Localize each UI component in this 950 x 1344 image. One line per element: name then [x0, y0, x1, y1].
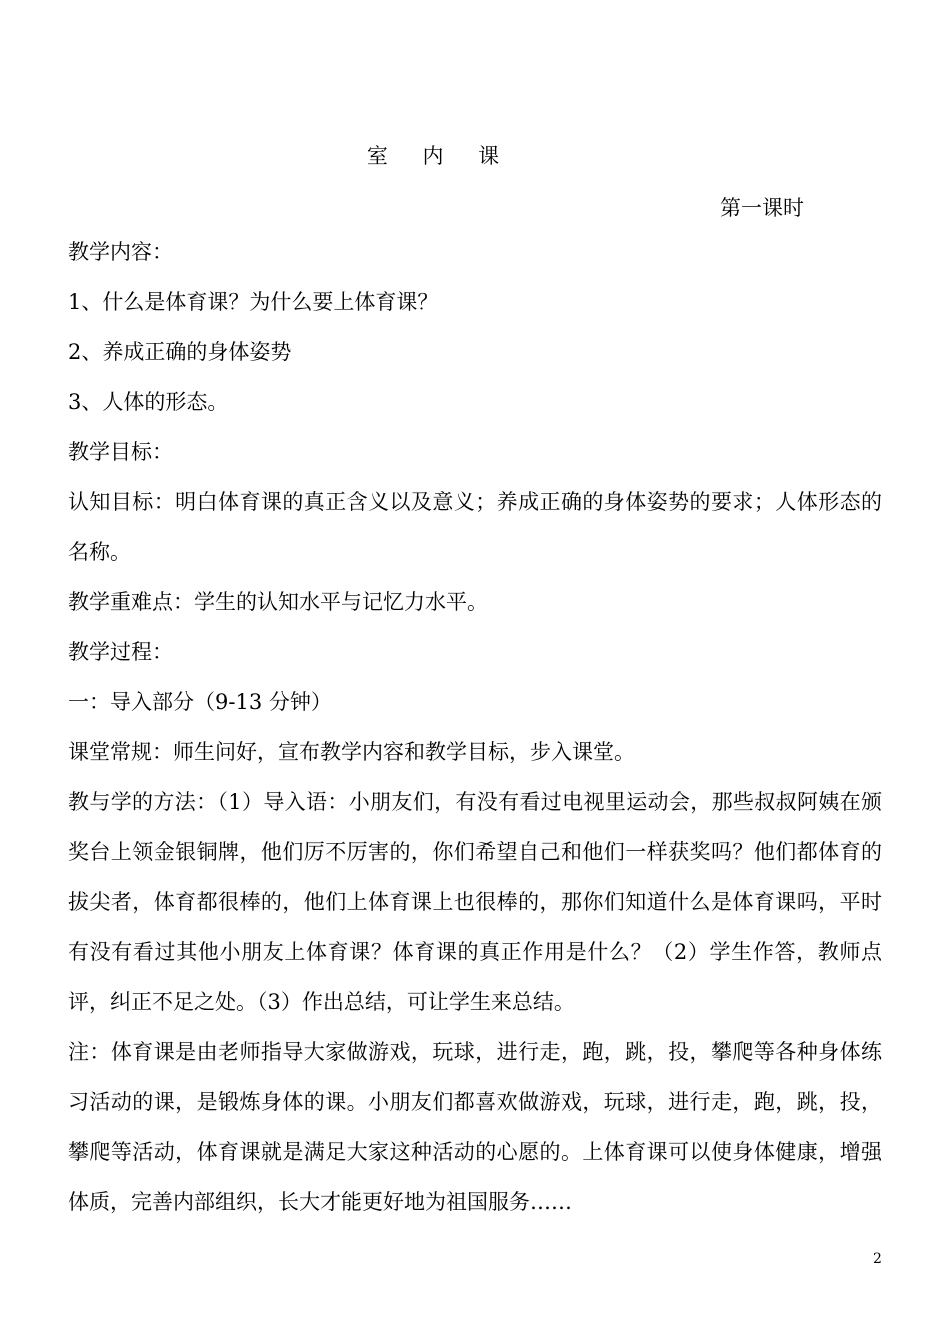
page-title: 室 内 课	[366, 144, 514, 168]
lesson-period: 第一课时	[720, 196, 804, 220]
note-paragraph: 注：体育课是由老师指导大家做游戏，玩球，进行走，跑，跳，投，攀爬等各种身体练习活动的课，是锻炼身体的课。小朋友们都喜欢做游戏，玩球，进行走，跑，跳，投，攀爬等活动，体育课就是满足大家这种活动的心愿的。上体育课可以使身体健康，增强体质，完善内部组织，长大才能更好地为祖国服务……	[68, 1040, 882, 1214]
content-item-1: 1、什么是体育课？为什么要上体育课？	[68, 290, 439, 314]
teaching-method: 教与学的方法：（1）导入语：小朋友们，有没有看过电视里运动会，那些叔叔阿姨在颁奖台上领金银铜牌，他们厉不厉害的，你们希望自己和他们一样获奖吗？他们都体育的拔尖者，体育都很棒的，他们上体育课上也很棒的，那你们知道什么是体育课吗，平时有没有看过其他小朋友上体育课？体育课的真正作用是什么？（2）学生作答，教师点评，纠正不足之处。（3）作出总结，可让学生来总结。	[68, 790, 882, 1014]
teaching-content-heading: 教学内容：	[68, 240, 173, 264]
document-body	[68, 238, 882, 1238]
process-heading: 教学过程：	[68, 640, 173, 664]
key-difficulty: 教学重难点：学生的认知水平与记忆力水平。	[68, 590, 488, 614]
section-one-heading: 一：导入部分（9-13 分钟）	[68, 690, 332, 714]
content-item-2: 2、养成正确的身体姿势	[68, 340, 292, 364]
content-item-3: 3、人体的形态。	[68, 390, 229, 414]
page-number: 2	[873, 1251, 882, 1267]
cognitive-goal: 认知目标：明白体育课的真正含义以及意义；养成正确的身体姿势的要求；人体形态的名称。	[68, 490, 882, 564]
teaching-goals-heading: 教学目标：	[68, 440, 173, 464]
classroom-routine: 课堂常规：师生问好，宣布教学内容和教学目标，步入课堂。	[68, 740, 635, 764]
